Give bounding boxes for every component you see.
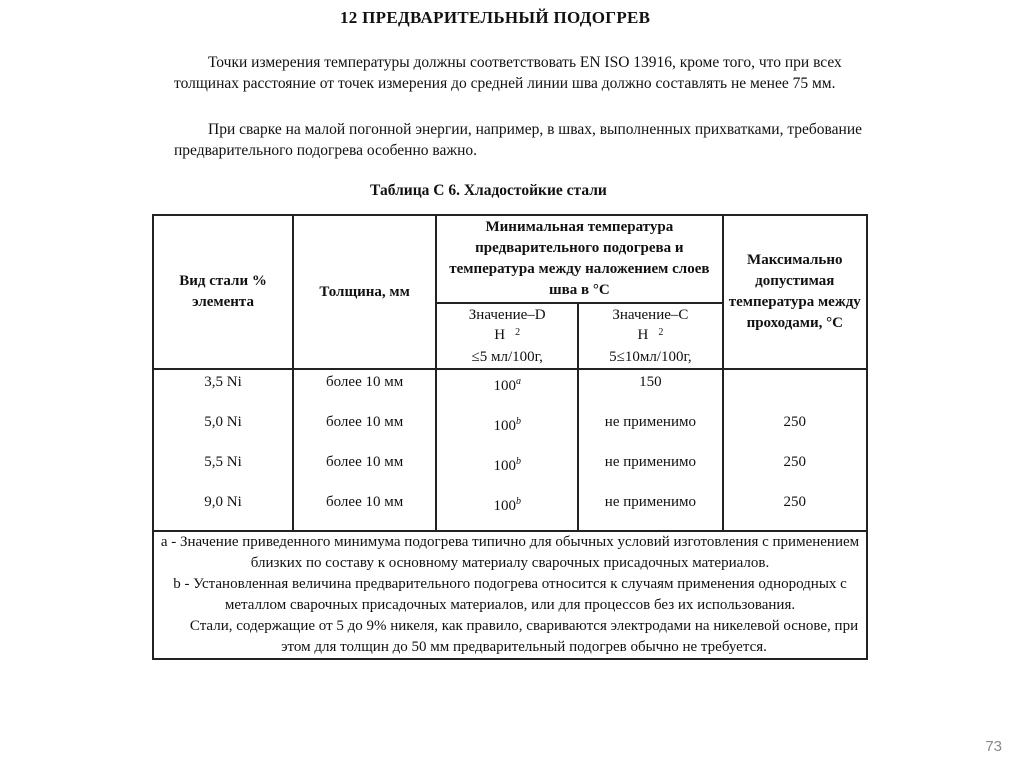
subheader-d-value: ≤5 мл/100г,: [471, 349, 543, 365]
subheader-d-h-sub: 2: [515, 327, 521, 338]
paragraph-1-rest: что при всех толщинах расстояние от точек измерения до средней линии шва должно составлять не менее 75 мм.: [174, 54, 842, 92]
paragraph-1-first-line: Точки измерения температуры должны соответствовать EN ISO 13916, кроме того,: [208, 54, 755, 71]
table-footnotes: [153, 531, 867, 659]
steel-cell: 5,0 Ni: [204, 414, 242, 430]
value-c-cell: не применимо: [604, 494, 696, 510]
value-c-cell: 150: [639, 374, 662, 390]
footnote-nickel-note: Стали, содержащие от 5 до 9% никеля, как правило, свариваются электродами на никелевой основе, при этом для толщин до 50 мм предварительный подогрев обычно не требуется.: [189, 618, 859, 655]
header-min-preheat: Минимальная температура предварительного подогрева и температура между наложением слоев шва в °С: [436, 215, 722, 303]
footnote-b: b - Установленная величина предварительного подогрева относится к случаям применения однородных с металлом сварочных присадочных материалов, или для процессов без их использования.: [173, 576, 847, 613]
thickness-cell: более 10 мм: [326, 494, 404, 510]
footnote-marker: a: [515, 376, 521, 387]
subheader-d-label: Значение–D: [468, 307, 546, 323]
footnote-marker: b: [515, 456, 521, 467]
thickness-cell: более 10 мм: [326, 454, 404, 470]
paragraph-1: [174, 52, 864, 94]
max-temp-cell: [724, 370, 866, 410]
subheader-d-h-letter: H: [494, 327, 506, 343]
paragraph-2-first-line: При сварке на малой погонной энергии, например, в швах, выполненных: [208, 121, 691, 138]
steel-type-column: [153, 369, 293, 531]
section-heading: 12 ПРЕДВАРИТЕЛЬНЫЙ ПОДОГРЕВ: [340, 8, 651, 27]
paragraph-2: [174, 119, 864, 161]
subheader-value-c: [578, 303, 722, 369]
value-c-cell: не применимо: [604, 454, 696, 470]
value-c-cell: не применимо: [604, 414, 696, 430]
page-number: 73: [985, 738, 1002, 755]
subheader-value-d: [436, 303, 578, 369]
steel-cell: 5,5 Ni: [204, 454, 242, 470]
value-d-number: 100: [493, 498, 516, 514]
cold-resistant-steels-table: [152, 214, 868, 660]
footnote-marker: b: [515, 496, 521, 507]
steel-cell: 3,5 Ni: [204, 374, 242, 390]
footnote-a: a - Значение приведенного минимума подогрева типично для обычных условий изготовления с применением близких по составу к основному материалу сварочных присадочных материалов.: [160, 534, 860, 571]
thickness-column: [293, 369, 436, 531]
value-d-cell: [437, 410, 577, 450]
steel-cell: 9,0 Ni: [204, 494, 242, 510]
header-thickness: Толщина, мм: [293, 215, 436, 369]
max-temp-cell: 250: [783, 454, 807, 470]
value-d-number: 100: [493, 378, 516, 394]
value-c-column: [578, 369, 722, 531]
max-temp-cell: 250: [783, 414, 807, 430]
header-steel-type: Вид стали % элемента: [153, 215, 293, 369]
value-d-number: 100: [493, 458, 516, 474]
value-d-column: [436, 369, 578, 531]
max-temp-cell: 250: [783, 494, 807, 510]
subheader-c-h: [579, 325, 721, 347]
thickness-cell: более 10 мм: [326, 414, 404, 430]
subheader-d-h: [437, 325, 577, 347]
max-temp-column: [723, 369, 867, 531]
footnote-marker: b: [515, 416, 521, 427]
value-d-cell: [437, 370, 577, 410]
table-caption: Таблица С 6. Хладостойкие стали: [370, 182, 607, 199]
subheader-c-h-letter: H: [637, 327, 649, 343]
subheader-c-h-sub: 2: [658, 327, 664, 338]
header-max-interpass: Максимально допустимая температура между проходами, °С: [723, 215, 867, 369]
subheader-c-label: Значение–C: [612, 307, 689, 323]
value-d-number: 100: [493, 418, 516, 434]
subheader-c-value: 5≤10мл/100г,: [609, 349, 692, 365]
value-d-cell: [437, 450, 577, 490]
paragraph-2-rest: прихватками, требование предварительного подогрева особенно важно.: [174, 121, 863, 159]
thickness-cell: более 10 мм: [326, 374, 404, 390]
value-d-cell: [437, 490, 577, 530]
